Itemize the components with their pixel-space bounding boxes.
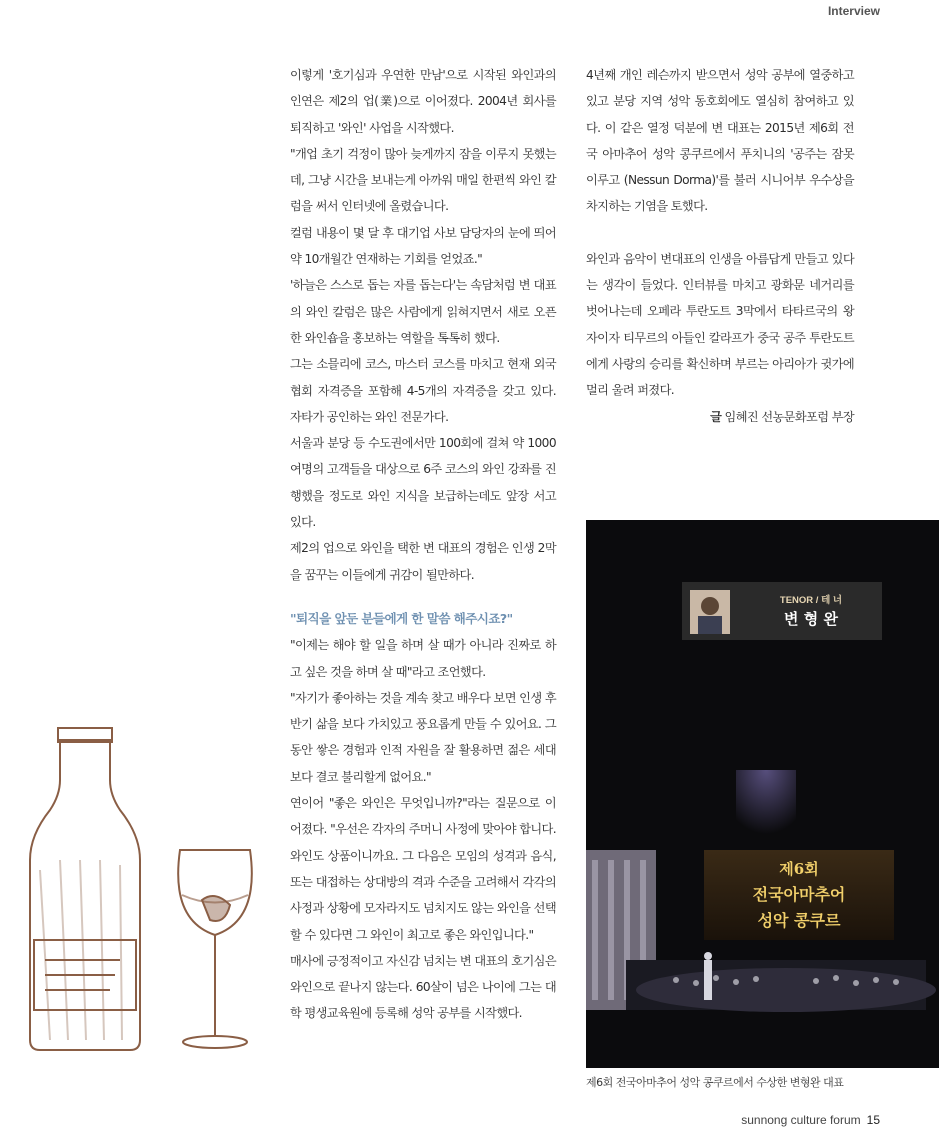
byline-author: 임혜진 선농문화포럼 부장 <box>724 409 854 424</box>
paragraph: 제2의 업으로 와인을 택한 변 대표의 경험은 인생 2막을 꿈꾸는 이들에게 귀감이 될만하다. <box>290 541 556 582</box>
paragraph: '하늘은 스스로 돕는 자를 돕는다'는 속담처럼 변 대표의 와인 칼럼은 많은 사람에게 읽혀지면서 새로 오픈한 와인숍을 홍보하는 역할을 톡톡히 했다. <box>290 278 556 345</box>
wine-bottle-illustration <box>30 728 140 1050</box>
paragraph: 서울과 분당 등 수도권에서만 100회에 걸쳐 약 1000여명의 고객들을 대상으로 6주 코스의 와인 강좌를 진행했을 정도로 와인 지식을 보급하는데도 앞장 서고 있다. <box>290 436 556 530</box>
paragraph: 컬럼 내용이 몇 달 후 대기업 사보 담당자의 눈에 띄어 약 10개월간 연재하는 기회를 얻었죠." <box>290 225 556 267</box>
paragraph: "자기가 좋아하는 것을 계속 찾고 배우다 보면 인생 후반기 삶을 보다 가치있고 풍요롭게 만들 수 있어요. 그동안 쌓은 경험과 인적 자원을 잘 활용하면 젊은 세대보다 결코 불리할게 없어요." <box>290 690 556 784</box>
article-right-column <box>586 62 854 430</box>
photo-caption: 제6회 전국아마추어 성악 콩쿠르에서 수상한 변형완 대표 <box>586 1076 844 1089</box>
page-number: 15 <box>866 1113 880 1127</box>
publication-name: sunnong culture forum <box>741 1113 861 1127</box>
byline <box>586 404 854 430</box>
banner-line-1: 제6회 <box>779 860 819 878</box>
paragraph: 이렇게 '호기심과 우연한 만남'으로 시작된 와인과의 인연은 제2의 업(業)으로 이어졌다. 2004년 회사를 퇴직하고 '와인' 사업을 시작했다. <box>290 68 556 135</box>
section-label: Interview <box>827 4 880 18</box>
byline-label: 글 <box>710 409 722 424</box>
wine-illustration <box>20 720 270 1080</box>
screen-name-label: 변 형 완 <box>784 610 838 628</box>
wine-glass-illustration <box>178 850 252 1048</box>
paragraph: 와인과 음악이 변대표의 인생을 아름답게 만들고 있다는 생각이 들었다. 인터뷰를 마치고 광화문 네거리를 벗어나는데 오페라 투란도트 3막에서 타타르국의 왕자이자 티무르의 아들인 칼라프가 중국 공주 투란도트에게 사랑의 승리를 확신하며 부르는 아리아가 귓가에 멀리 울려 퍼졌다. <box>586 251 854 398</box>
paragraph: 그는 소믈리에 코스, 마스터 코스를 마치고 현재 외국협회 자격증을 포함해 4-5개의 자격증을 갖고 있다. 자타가 공인하는 와인 전문가다. <box>290 357 556 424</box>
paragraph: 4년째 개인 레슨까지 받으면서 성악 공부에 열중하고 있고 분당 지역 성악 동호회에도 열심히 참여하고 있다. 이 같은 열정 덕분에 변 대표는 2015년 제6회 전국 아마추어 성악 콩쿠르에서 푸치니의 '공주는 잠못 이루고 (Nessun Dorma)'를 불러 시니어부 우수상을 차지하는 기염을 토했다. <box>586 68 854 214</box>
paragraph: "개업 초기 걱정이 많아 늦게까지 잠을 이루지 못했는데, 그냥 시간을 보내는게 아까워 매일 한편씩 와인 칼럼을 써서 인터넷에 올렸습니다. <box>290 146 556 214</box>
paragraph: "이제는 해야 할 일을 하며 살 때가 아니라 진짜로 하고 싶은 것을 하며 살 때"라고 조언했다. <box>290 638 556 679</box>
banner-line-2: 전국아마추어 <box>752 885 846 904</box>
banner-line-3: 성악 콩쿠르 <box>757 911 841 930</box>
concert-photo <box>586 520 939 1068</box>
question-subheading: "퇴직을 앞둔 분들에게 한 말씀 해주시죠?" <box>290 610 513 626</box>
paragraph: 매사에 긍정적이고 자신감 넘치는 변 대표의 호기심은 와인으로 끝나지 않는다. 60살이 넘은 나이에 그는 대학 평생교육원에 등록해 성악 공부를 시작했다. <box>290 953 556 1021</box>
article-left-column <box>290 62 556 1027</box>
page-footer <box>741 1113 880 1127</box>
paragraph: 연이어 "좋은 와인은 무엇입니까?"라는 질문으로 이어졌다. "우선은 각자의 주머니 사정에 맞아야 합니다. 와인도 상품이니까요. 그 다음은 모임의 성격과 음식, 또는 대접하는 상대방의 격과 수준을 고려해서 각각의 사정과 상황에 모자라지도 넘치지도 않는 와인을 선택할 수 있다면 그 와인이 최고로 좋은 와인입니다." <box>290 796 556 942</box>
screen-role-label: TENOR / 테 너 <box>779 595 843 606</box>
